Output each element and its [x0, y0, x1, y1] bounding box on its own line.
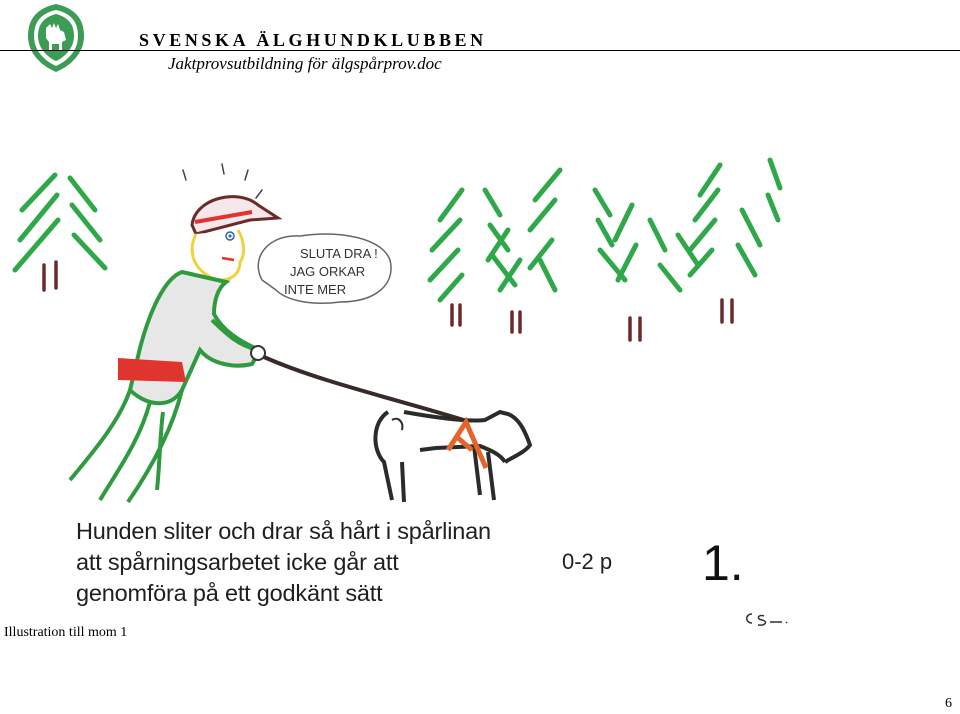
tracking-leash — [264, 357, 470, 422]
points-range: 0-2 p — [562, 549, 613, 574]
tree-left — [15, 175, 105, 270]
caption-line-1: Hunden sliter och drar så hårt i spårlinan — [76, 518, 491, 544]
speech-line-1: SLUTA DRA ! — [300, 246, 378, 261]
speech-line-3: INTE MER — [284, 282, 347, 297]
artist-signature — [742, 608, 792, 628]
organization-name: SVENSKA ÄLGHUNDKLUBBEN — [139, 30, 487, 50]
head — [192, 230, 243, 280]
speech-line-2: JAG ORKAR — [290, 264, 366, 279]
figure-caption: Illustration till mom 1 — [4, 625, 128, 640]
page-number: 6 — [945, 696, 952, 711]
caption-line-3: genomföra på ett godkänt sätt — [76, 580, 383, 606]
club-logo — [24, 2, 88, 74]
legs — [70, 390, 182, 502]
jacket — [130, 272, 260, 403]
caption-line-2: att spårningsarbetet icke går att — [76, 549, 399, 575]
header-rule — [0, 50, 960, 51]
dog — [375, 412, 530, 502]
document-filename: Jaktprovsutbildning för älgspårprov.doc — [168, 54, 442, 73]
moment-number: 1. — [702, 535, 744, 591]
forest-right — [430, 160, 780, 300]
